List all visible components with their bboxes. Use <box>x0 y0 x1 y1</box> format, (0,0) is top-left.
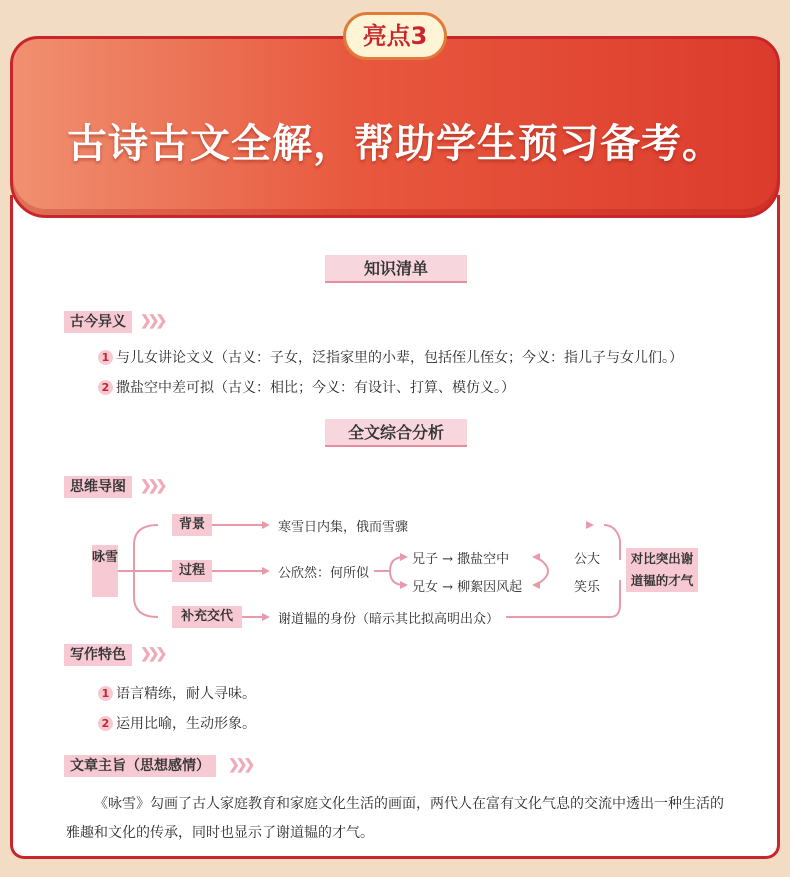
theme-paragraph: 《咏雪》勾画了古人家庭教育和家庭文化生活的画面，两代人在富有文化气息的交流中透出一种生活的雅趣和文化的传承，同时也显示了谢道韫的才气。 <box>66 796 724 841</box>
mindmap-root: 咏雪 <box>92 545 118 597</box>
reaction-line-2: 笑乐 <box>574 580 601 595</box>
writing-item-1: 语言精练，耐人寻味。 <box>116 686 256 702</box>
writing-features-tag: 写作特色 <box>64 644 132 666</box>
answer-nephew: 兄子 → 撒盐空中 <box>412 552 510 567</box>
background-text: 寒雪日内集，俄而雪骤 <box>278 520 409 535</box>
archaic-meaning-tag: 古今异义 <box>64 311 132 333</box>
reaction-line-1: 公大 <box>574 552 601 567</box>
writing-item-2: 运用比喻，生动形象。 <box>116 716 256 732</box>
highlight-badge: 亮点3 <box>343 12 447 60</box>
branch-background: 背景 <box>172 514 212 536</box>
chevrons-icon: ❯❯❯ <box>140 478 164 494</box>
theme-tag: 文章主旨（思想感情） <box>64 755 216 777</box>
branch-supplement: 补充交代 <box>172 606 242 628</box>
chevrons-icon: ❯❯❯ <box>228 757 252 773</box>
full-analysis-heading: 全文综合分析 <box>325 419 467 447</box>
answer-niece: 兄女 → 柳絮因风起 <box>412 580 523 595</box>
archaic-item-1: 与儿女讲论文义（古义：子女，泛指家里的小辈，包括侄儿侄女；今义：指儿子与女儿们。） <box>116 350 683 366</box>
chevrons-icon: ❯❯❯ <box>140 646 164 662</box>
banner-title: 古诗古文全解，帮助学生预习备考。 <box>67 121 723 167</box>
archaic-item-2: 撒盐空中差可拟（古义：相比；今义：有设计、打算、模仿义。） <box>116 380 515 396</box>
item-number: 1 <box>98 686 113 701</box>
supplement-text: 谢道韫的身份（暗示其比拟高明出众） <box>278 612 500 627</box>
conclusion-node: 对比突出谢道韫的才气 <box>626 548 698 592</box>
process-text: 公欣然：何所似 <box>278 566 370 581</box>
item-number: 2 <box>98 380 113 395</box>
item-number: 2 <box>98 716 113 731</box>
knowledge-list-heading: 知识清单 <box>325 255 467 283</box>
item-number: 1 <box>98 350 113 365</box>
branch-process: 过程 <box>172 560 212 582</box>
mindmap-tag: 思维导图 <box>64 476 132 498</box>
chevrons-icon: ❯❯❯ <box>140 313 164 329</box>
